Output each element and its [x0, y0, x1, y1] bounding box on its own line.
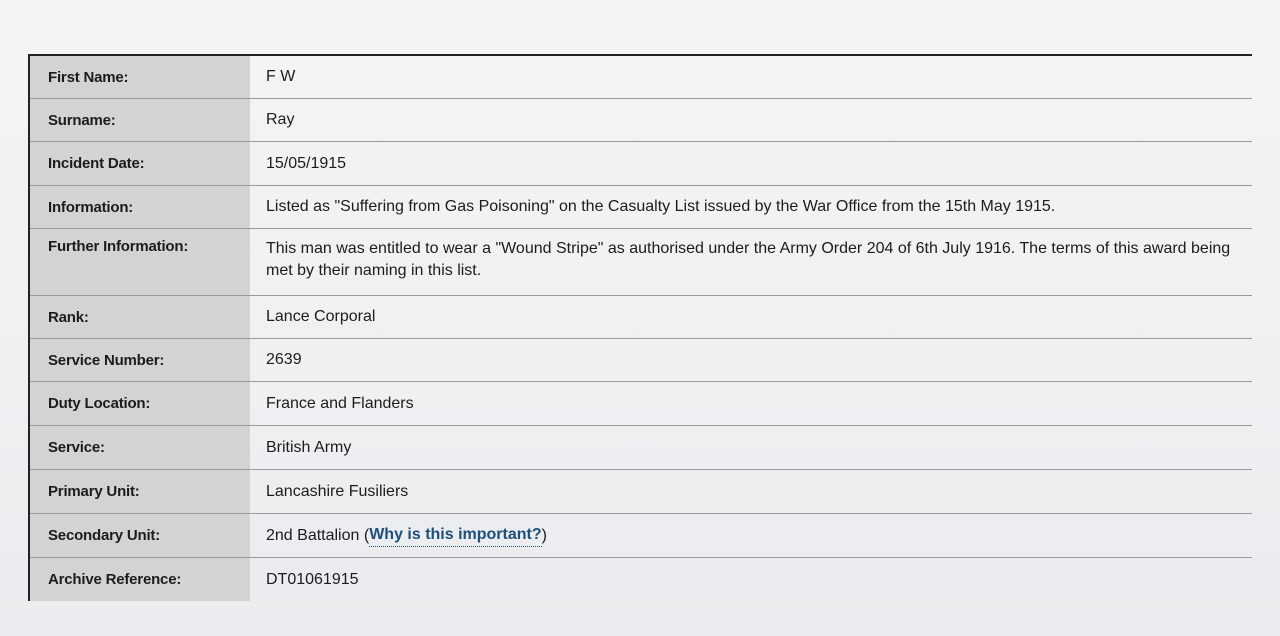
row-primary-unit [30, 470, 1252, 514]
row-surname [30, 99, 1252, 142]
duty-location-label: Duty Location: [30, 382, 250, 425]
further-information-label: Further Information: [30, 229, 250, 295]
record-details-table [28, 54, 1252, 601]
incident-date-label: Incident Date: [30, 142, 250, 185]
service-value: British Army [266, 438, 352, 456]
row-service [30, 426, 1252, 470]
open-paren: ( [359, 526, 370, 544]
information-value: Listed as "Suffering from Gas Poisoning" on the Casualty List issued by the War Office from the 15th May 1915. [266, 198, 1056, 215]
duty-location-value: France and Flanders [266, 394, 414, 412]
rank-value: Lance Corporal [266, 308, 376, 325]
row-secondary-unit [30, 514, 1252, 558]
primary-unit-label: Primary Unit: [30, 470, 250, 513]
row-archive-reference [30, 558, 1252, 601]
archive-reference-value: DT01061915 [266, 570, 359, 588]
service-label: Service: [30, 426, 250, 469]
secondary-unit-label: Secondary Unit: [30, 514, 250, 557]
primary-unit-value: Lancashire Fusiliers [266, 482, 409, 500]
row-incident-date [30, 142, 1252, 186]
incident-date-value: 15/05/1915 [266, 154, 347, 172]
rank-label: Rank: [30, 296, 250, 338]
row-duty-location [30, 382, 1252, 426]
row-information [30, 186, 1252, 229]
why-important-link[interactable]: Why is this important? [369, 524, 541, 547]
row-rank [30, 296, 1252, 339]
service-number-label: Service Number: [30, 339, 250, 381]
row-further-information [30, 229, 1252, 296]
further-information-value: This man was entitled to wear a "Wound Stripe" as authorised under the Army Order 204 of 6th July 1916. The terms of this award being met by their naming in this list. [266, 240, 1231, 279]
surname-value: Ray [266, 111, 295, 128]
close-paren: ) [541, 526, 547, 544]
secondary-unit-text: 2nd Battalion [266, 526, 360, 544]
first-name-value: F W [266, 68, 296, 85]
surname-label: Surname: [30, 99, 250, 141]
archive-reference-label: Archive Reference: [30, 558, 250, 601]
information-label: Information: [30, 186, 250, 228]
first-name-label: First Name: [30, 56, 250, 98]
service-number-value: 2639 [266, 351, 302, 368]
row-first-name [30, 56, 1252, 99]
secondary-unit-value [250, 514, 1252, 557]
row-service-number [30, 339, 1252, 382]
